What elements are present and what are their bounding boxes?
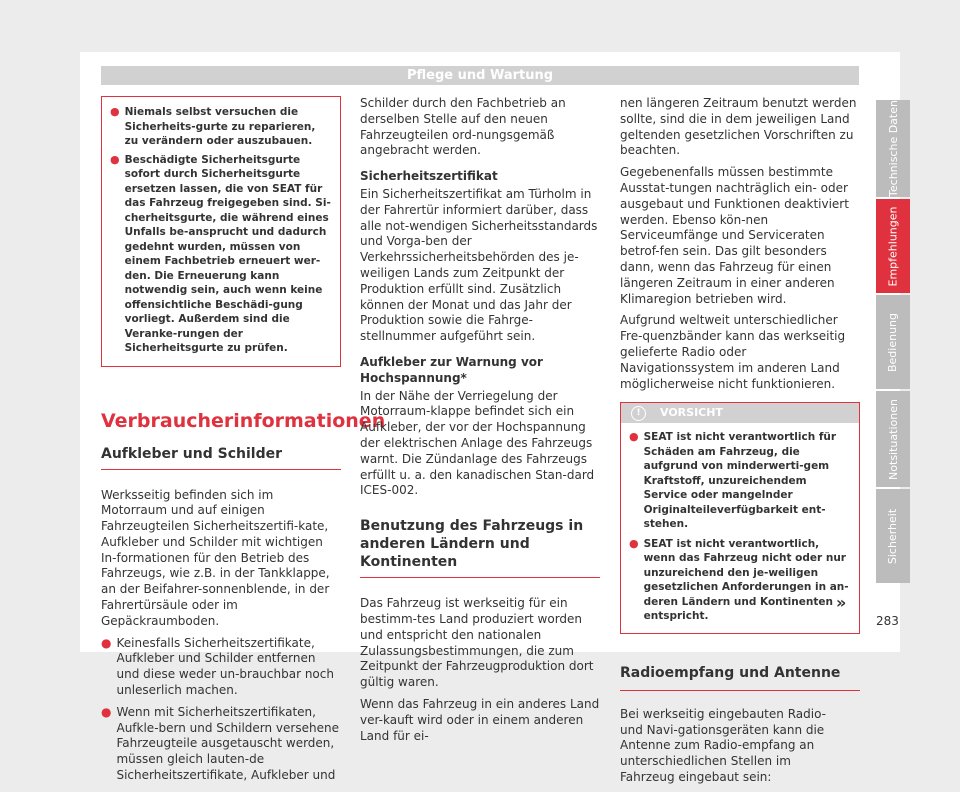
intro-paragraph: Werksseitig befinden sich im Motorraum und auf einigen Fahrzeugteilen Sicherheitszertifi-kate, Aufkleber und Schilder mit wichtigen In-formationen für den Betrieb des Fahrzeugs, wie z.B. in der Tankklappe, an der Beifahrer-sonnenblende, in der Fahrertürsäule oder im Gepäckraumboden. [101,487,330,628]
bullet-icon: ● [110,152,120,166]
tab-notsituationen[interactable]: Notsituationen [876,391,910,487]
column-middle [360,96,600,750]
caution-body [621,423,859,633]
exclamation-icon: ! [631,406,646,421]
list-item: ● Keinesfalls Sicherheitszertifikate, Aufkleber und Schilder entfernen und diese weder un-brauchbar noch unleserlich machen. [101,635,334,698]
continue-arrow-icon: » [836,593,847,612]
bullet-icon: ● [110,105,120,118]
paragraph: Aufgrund weltweit unterschiedlicher Fre-quenzbänder kann das werkseitig gelieferte Radio oder Navigationssystem im anderen Land möglicherweise nicht funktionieren. [620,313,846,391]
paragraph: In der Nähe der Verriegelung der Motorraum-klappe befindet sich ein Aufkleber, der vor der Hochspannung der elektrischen Anlage des Fahrzeugs warnt. Die Zündanlage des Fahrzeugs erfüllt u. a. den kanadischen Stan-dard ICES-002. [360,388,595,498]
caution-title: VORSICHT [660,406,723,420]
subsection-title: Aufkleber und Schilder [101,445,341,470]
bullet-icon: ● [629,536,639,550]
list-item: ● Wenn mit Sicherheitszertifikaten, Aufkle-bern und Schildern versehene Fahrzeugteile ausgetauscht werden, müssen gleich lauten-de Sicherheitszertifikate, Aufkleber und [101,704,339,783]
paragraph: Gegebenenfalls müssen bestimmte Ausstat-tungen nachträglich ein- oder ausgebaut und Funktionen deaktiviert werden. Ebenso kön-nen Serviceumfänge und Serviceraten betrof-fen sein. Das gilt besonders dann, wenn das Fahrzeug für einen längeren Zeitraum in einer anderen Klimaregion betrieben wird. [620,165,849,306]
paragraph: Ein Sicherheitszertifikat am Türholm in der Fahrertür informiert darüber, dass alle not-wendigen Sicherheitsstandards und Vorga-ben der Verkehrssicherheitsbehörden des je-weiligen Lands zum Zeitpunkt der Produktion erfüllt sind. Zusätzlich können der Monat und das Jahr der Produktion sowie die Fahrge-stellnummer aufgeführt sein. [360,186,598,344]
paragraph: Bei werkseitig eingebauten Radio- und Navi-gationsgeräten kann die Antenne zum Radio-empfang an unterschiedlichen Stellen im Fahrzeug eingebaut sein: [620,706,826,785]
heading-certificate: Sicherheitszertifikat [360,169,498,184]
bullet-icon: ● [101,704,112,719]
caution-header [621,403,859,423]
caution-item: ● SEAT ist nicht verantwortlich für Schäden am Fahrzeug, die aufgrund von minderwerti-gem Kraftstoff, unzureichendem Service oder mangelnder Originalteileverfügbarkeit ent-stehen. [629,430,837,531]
section-title: Verbraucherinformationen [101,409,386,432]
warning-item: ● Beschädigte Sicherheitsgurte sofort durch Sicherheitsgurte ersetzen lassen, die von SEAT für das Fahrzeug freigegeben sind. Si-cherheitsgurte, die während eines Unfalls be-ansprucht und dadurch gedehnt wurden, müssen von einem Fachbetrieb erneuert wer-den. Die Erneuerung kann notwendig sein, auch wenn keine offensichtliche Beschädi-gung vorliegt. Außerdem sind die Veranke-rungen der Sicherheitsgurte zu prüfen. [110,152,331,354]
column-left [101,96,386,790]
paragraph: Wenn das Fahrzeug in ein anderes Land ver-kauft wird oder in einem anderen Land für ei- [360,696,600,743]
paragraph: Das Fahrzeug ist werkseitig für ein bestimm-tes Land produziert worden und entspricht den nationalen Zulassungsbestimmungen, die zum Zeitpunkt der Fahrzeugproduktion dort gültig waren. [360,596,594,690]
paragraph: nen längeren Zeitraum benutzt werden sollte, sind die in dem jeweiligen Land geltenden gesetzlichen Vorschriften zu beachten. [620,96,857,158]
bullet-icon: ● [101,635,112,650]
paragraph: Schilder durch den Fachbetrieb an derselben Stelle auf den neuen Fahrzeugteilen ord-nungsgemäß angebracht werden. [360,96,566,158]
page-header: Pflege und Wartung [101,66,859,85]
tab-sicherheit[interactable]: Sicherheit [876,489,910,583]
tab-empfehlungen[interactable]: Empfehlungen [876,199,910,293]
page-number: 283 [876,614,899,628]
column-right [620,96,860,792]
warning-item: ● Niemals selbst versuchen die Sicherheits-gurte zu reparieren, zu verändern oder auszubauen. [110,105,316,147]
bullet-icon: ● [629,430,639,444]
tab-bedienung[interactable]: Bedienung [876,295,910,389]
warning-box [101,96,341,367]
tab-technische-daten[interactable]: Technische Daten [876,100,910,197]
heading-radio: Radioempfang und Antenne [620,664,860,691]
caution-box [620,402,860,634]
heading-other-countries: Benutzung des Fahrzeugs in anderen Ländern und Kontinenten [360,517,600,578]
heading-high-voltage: Aufkleber zur Warnung vor Hochspannung* [360,354,543,385]
caution-item: ● SEAT ist nicht verantwortlich, wenn das Fahrzeug nicht oder nur unzureichend den je-weiligen gesetzlichen Anforderungen in an-deren Ländern und Kontinenten entspricht. [629,536,849,623]
